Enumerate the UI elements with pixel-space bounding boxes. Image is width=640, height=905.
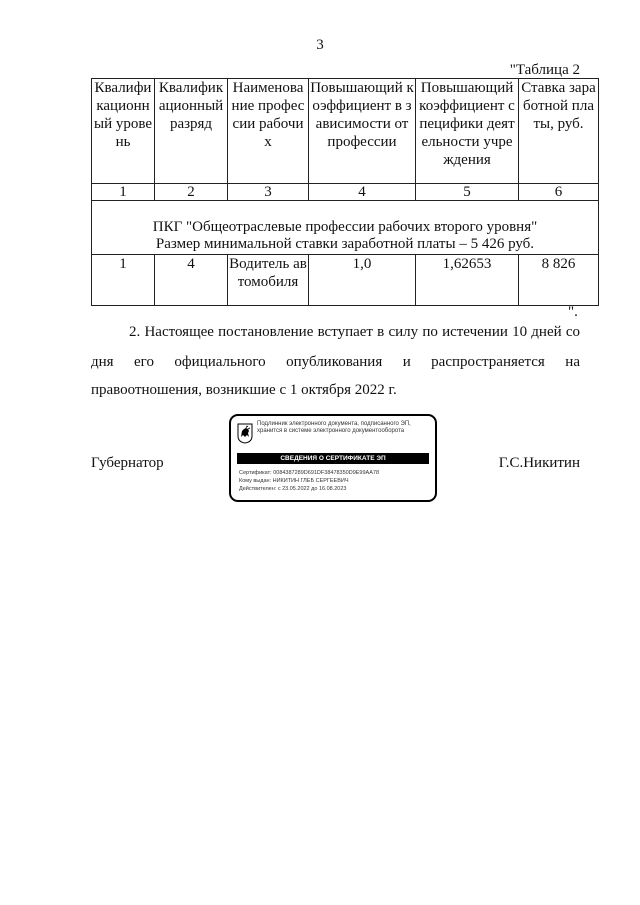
close-quote: ". — [568, 304, 578, 320]
header-cell: Квалификационный уровень — [92, 79, 155, 184]
table-caption: "Таблица 2 — [509, 62, 580, 78]
table-row — [92, 255, 599, 306]
header-cell: Наименование профессии рабочих — [228, 79, 309, 184]
table-cell: 1 — [92, 255, 155, 306]
group-subtitle: Размер минимальной ставки заработной платы – 5 426 руб. — [155, 236, 535, 252]
header-cell: Повышающий коэффициент в зависимости от профессии — [309, 79, 416, 184]
column-number: 3 — [228, 184, 309, 201]
page-number: 3 — [316, 37, 324, 53]
column-number: 1 — [92, 184, 155, 201]
table-cell: 1,0 — [309, 255, 416, 306]
paragraph-line: 2. Настоящее постановление вступает в силу по истечении 10 дней со — [129, 324, 580, 340]
paragraph-line: дня его официального опубликования и распространяется на — [91, 354, 580, 370]
column-number: 6 — [519, 184, 599, 201]
stamp-header-bar: СВЕДЕНИЯ О СЕРТИФИКАТЕ ЭП — [237, 453, 429, 464]
header-cell: Ставка заработной платы, руб. — [519, 79, 599, 184]
column-number: 5 — [416, 184, 519, 201]
table-cell: 4 — [155, 255, 228, 306]
column-number-row — [92, 184, 599, 201]
table-cell: Водитель автомобиля — [228, 255, 309, 306]
group-cell — [92, 201, 599, 255]
stamp-certificate: Сертификат: 0084387289D691DF38478350D9E99AA78 — [239, 470, 380, 476]
stamp-validity: Действителен: с 23.05.2022 до 16.08.2023 — [239, 486, 347, 492]
group-row — [92, 201, 599, 255]
column-number: 4 — [309, 184, 416, 201]
signatory-name: Г.С.Никитин — [498, 455, 580, 471]
group-title: ПКГ "Общеотраслевые профессии рабочих второго уровня" — [152, 219, 538, 235]
salary-table — [91, 78, 599, 306]
e-signature-stamp — [229, 414, 437, 502]
table-header-row — [92, 79, 599, 184]
stamp-notice: Подлинник электронного документа, подписанного ЭП, хранится в системе электронного документооборота — [257, 421, 411, 434]
signatory-title: Губернатор — [91, 455, 164, 471]
stamp-info — [239, 469, 379, 493]
header-cell: Квалификационный разряд — [155, 79, 228, 184]
table-cell: 1,62653 — [416, 255, 519, 306]
table-cell: 8 826 — [519, 255, 599, 306]
column-number: 2 — [155, 184, 228, 201]
header-cell: Повышающий коэффициент специфики деятельности учреждения — [416, 79, 519, 184]
stamp-owner: Кому выдан: НИКИТИН ГЛЕБ СЕРГЕЕВИЧ — [239, 478, 349, 484]
paragraph-line: правоотношения, возникшие с 1 октября 2022 г. — [91, 382, 397, 398]
coat-of-arms-icon — [237, 423, 253, 444]
